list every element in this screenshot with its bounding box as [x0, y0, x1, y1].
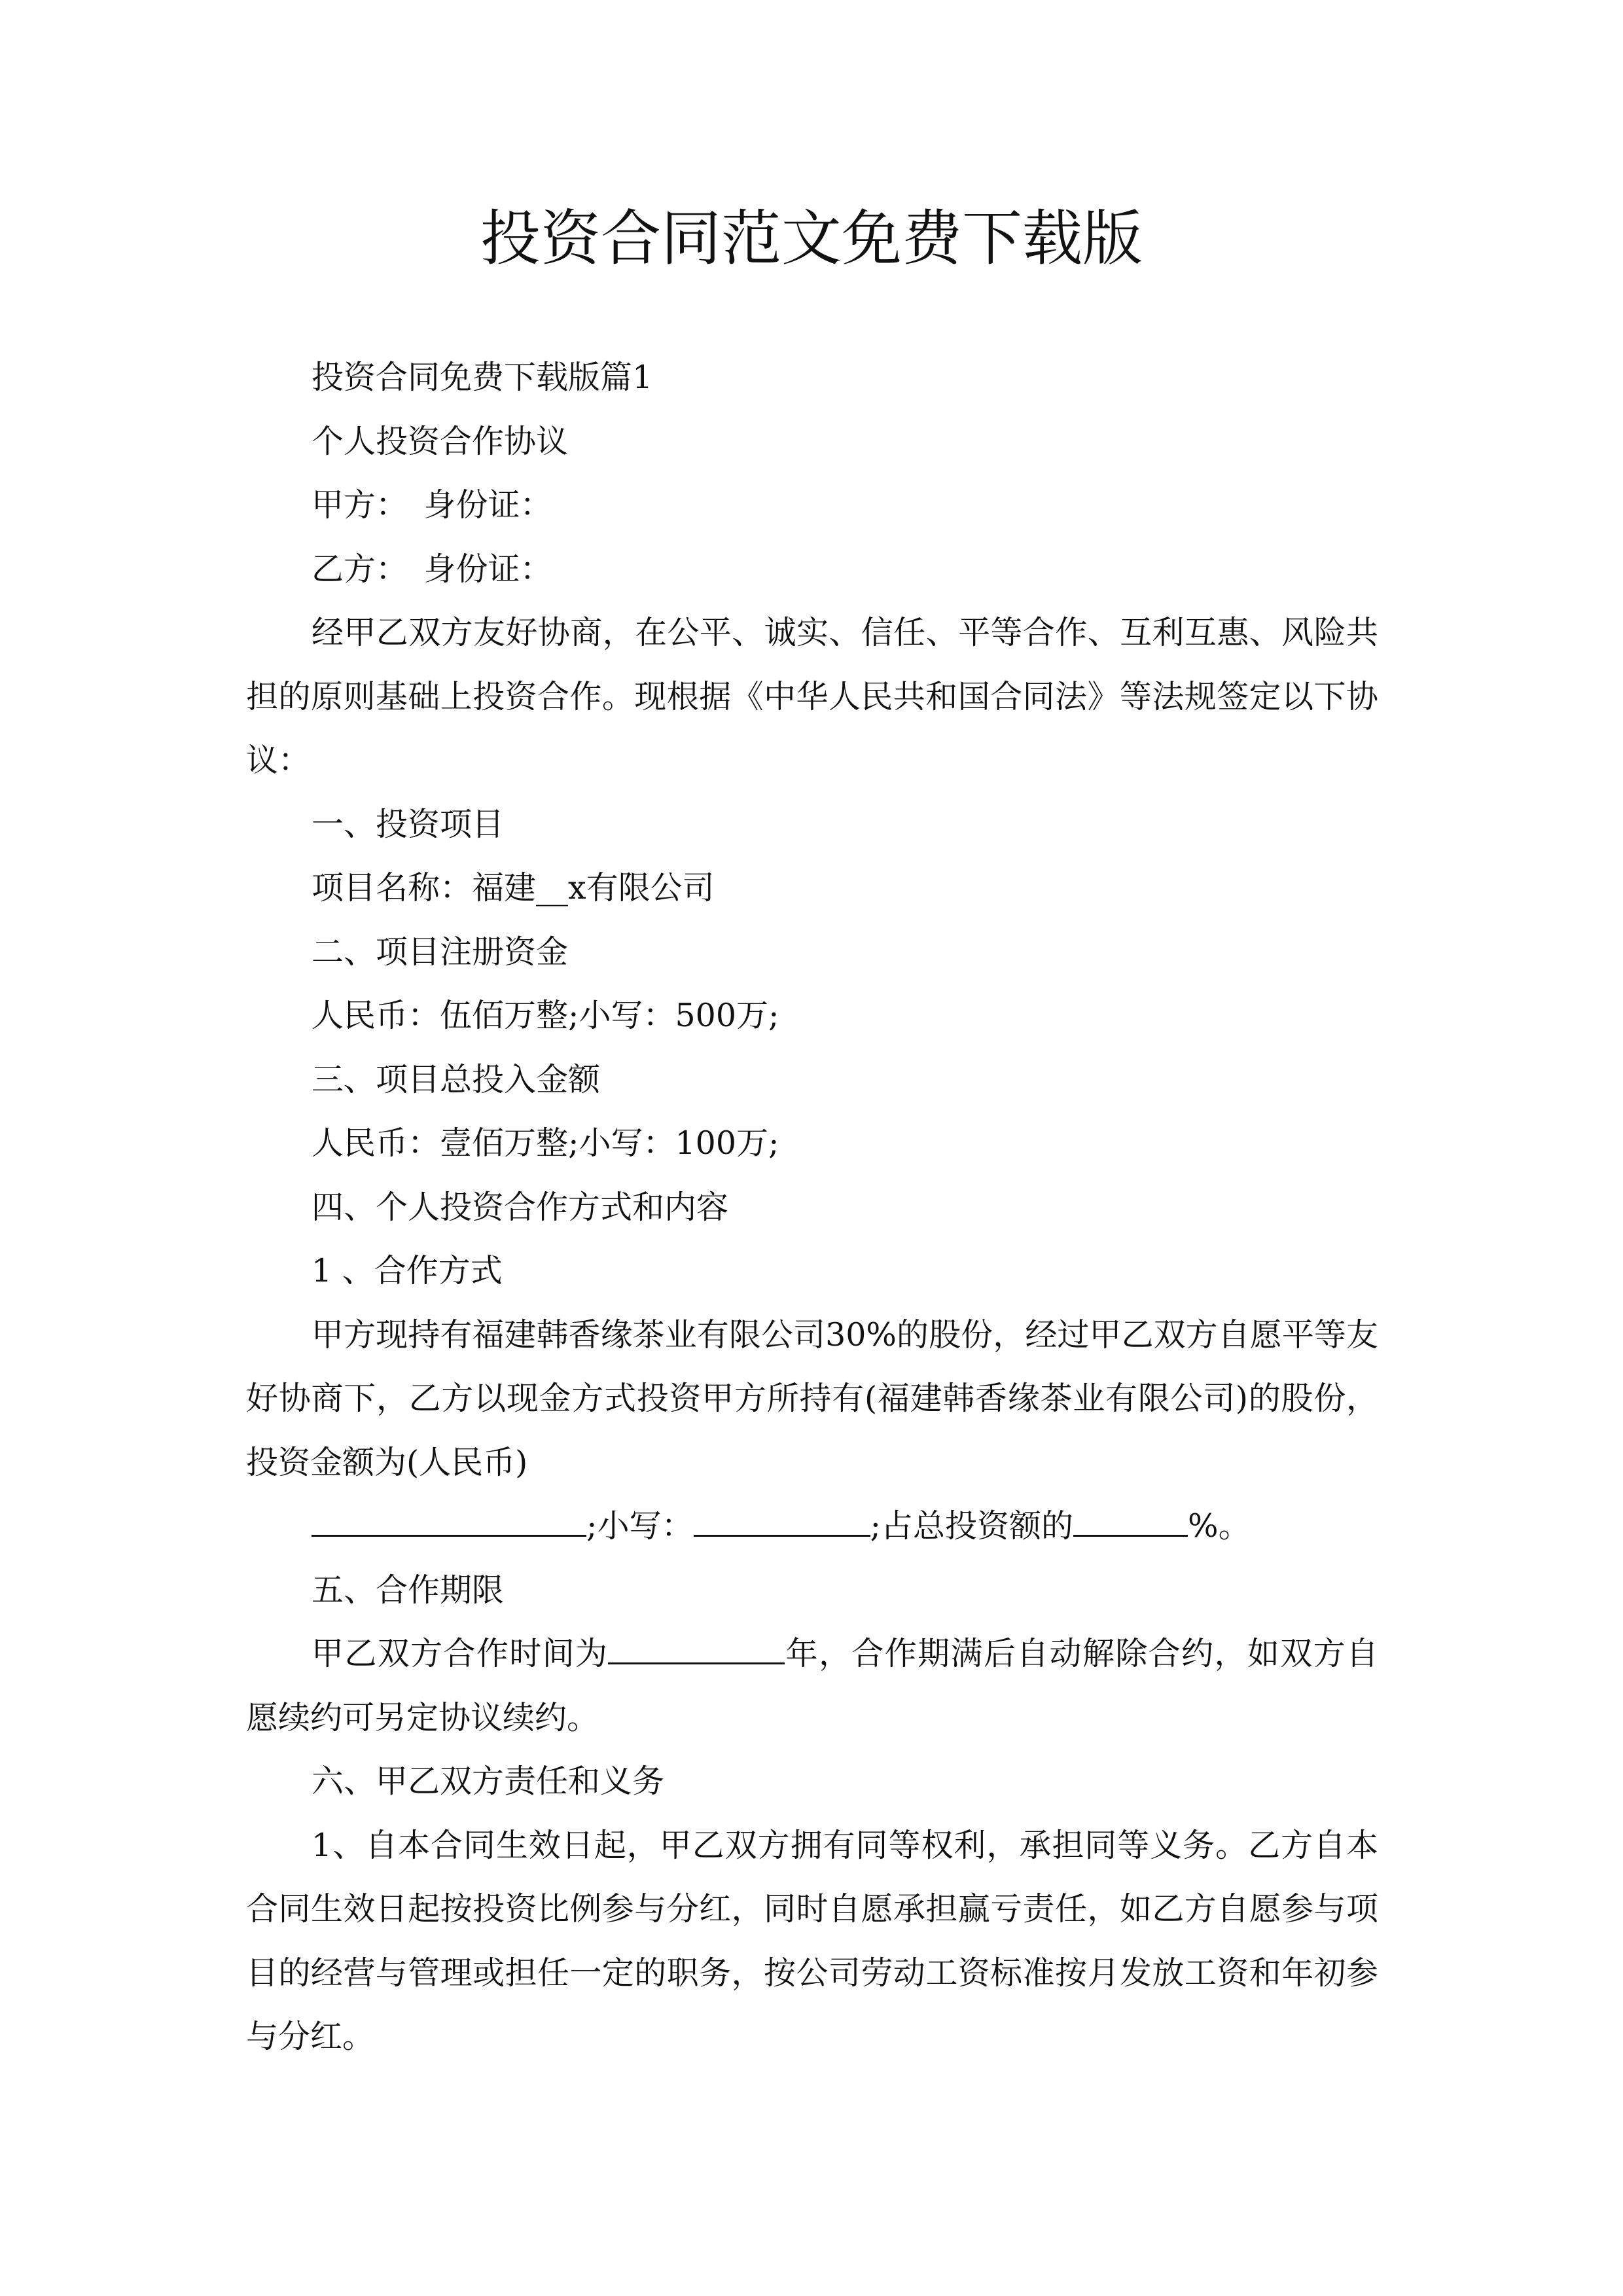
section-heading: 五、合作期限	[312, 1571, 505, 1609]
paragraph: 乙方： 身份证：	[312, 550, 552, 588]
amount-blank	[312, 1509, 586, 1537]
section-heading: 六、甲乙双方责任和义务	[312, 1763, 665, 1800]
paragraph: 人民币：伍佰万整;小写：500万;	[312, 997, 779, 1034]
term-before: 甲乙双方合作时间为	[312, 1635, 609, 1672]
paragraph: 二、项目注册资金	[312, 933, 569, 971]
paragraph: 经甲乙双方友好协商，在公平、诚实、信任、平等合作、互利互惠、风险共担的原则基础上投资合作。现根据《中华人民共和国合同法》等法规签定以下协议：	[246, 614, 1378, 779]
term-years-blank	[608, 1636, 785, 1664]
label-lowercase: ;小写：	[586, 1507, 694, 1545]
paragraph: 个人投资合作协议	[312, 422, 569, 460]
paragraph: 项目名称：福建__x有限公司	[312, 869, 715, 906]
percent-blank	[1073, 1509, 1188, 1537]
document-body	[246, 346, 1378, 2069]
paragraph: 1 、合作方式	[312, 1252, 503, 1289]
label-percent: %。	[1188, 1507, 1251, 1545]
paragraph: 投资合同免费下载版篇1	[312, 359, 653, 396]
document-title: 投资合同范文免费下载版	[480, 204, 1143, 274]
paragraph: 三、项目总投入金额	[312, 1060, 601, 1098]
paragraph: 1、自本合同生效日起，甲乙双方拥有同等权利，承担同等义务。乙方自本合同生效日起按投资比例参与分红，同时自愿承担赢亏责任，如乙方自愿参与项目的经营与管理或担任一定的职务，按公司劳动工资标准按月发放工资和年初参与分红。	[246, 1826, 1378, 2055]
lowercase-blank	[694, 1509, 870, 1537]
paragraph: 甲方现持有福建韩香缘茶业有限公司30%的股份，经过甲乙双方自愿平等友好协商下，乙方以现金方式投资甲方所持有(福建韩香缘茶业有限公司)的股份，投资金额为(人民币)	[246, 1316, 1378, 1481]
term-paragraph	[246, 1622, 1378, 1749]
paragraph: 人民币：壹佰万整;小写：100万;	[312, 1124, 779, 1162]
paragraph: 一、投资项目	[312, 805, 505, 843]
paragraph: 四、个人投资合作方式和内容	[312, 1188, 729, 1226]
paragraph: 甲方： 身份证：	[312, 486, 552, 524]
term-after: 年，合作期满后自动解除合约，如双方自愿续约可另定协议续约。	[246, 1635, 1378, 1736]
label-share: ;占总投资额的	[870, 1507, 1074, 1545]
amount-blanks-line	[246, 1494, 1378, 1558]
